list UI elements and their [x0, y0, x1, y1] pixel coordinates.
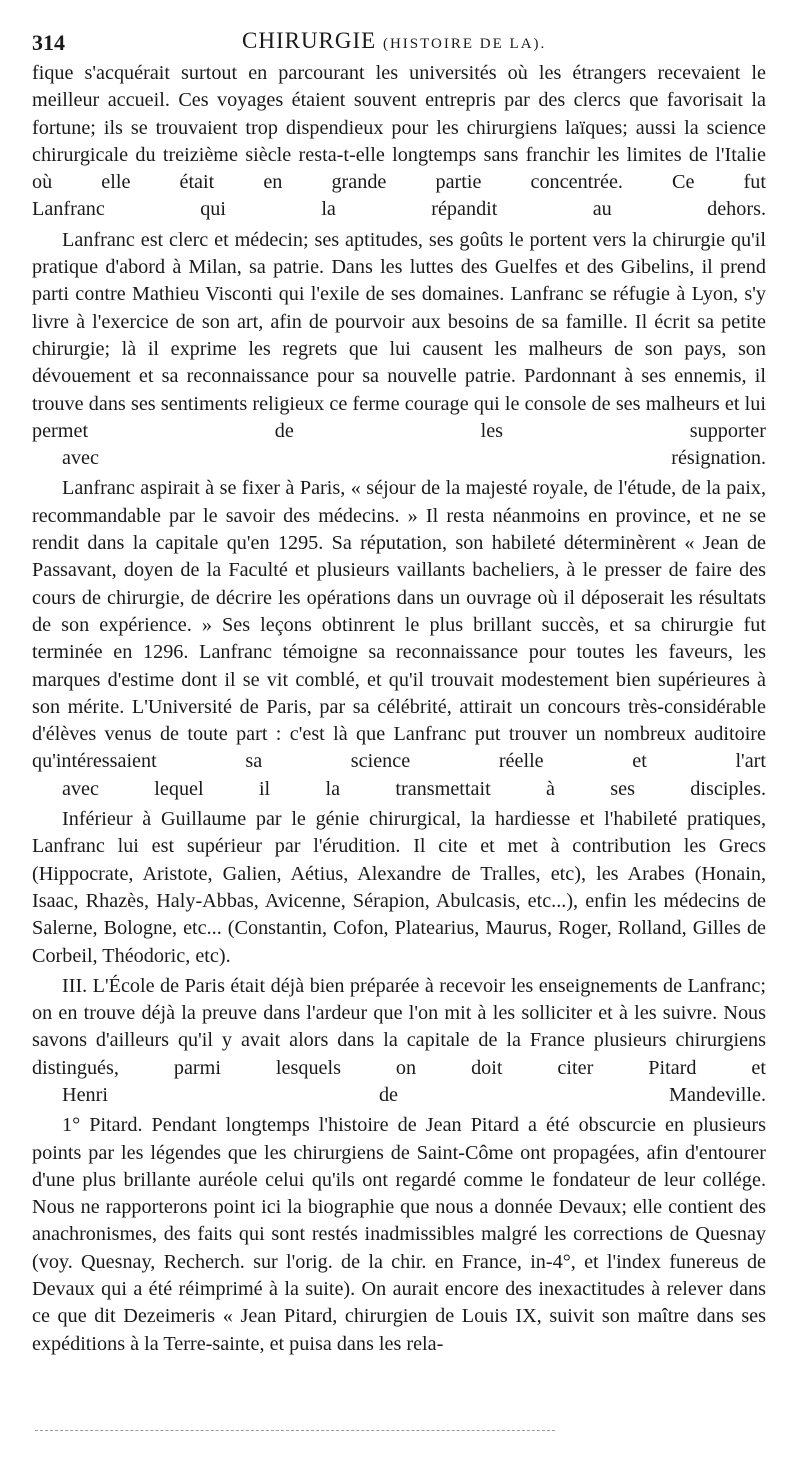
running-title: [242, 28, 546, 54]
paragraph: [32, 973, 766, 1109]
paragraph-text: Lanfranc aspirait à se fixer à Paris, « séjour de la majesté royale, de l'étude, de la paix, recommandable par le savoir des médecins. » Il resta néanmoins en province, et ne se rendit dans la capitale qu'en 1295. Sa réputation, son habileté déterminèrent « Jean de Passavant, doyen de la Faculté et plusieurs vaillants bacheliers, à le presser de faire des cours de chirurgie, de décrire les opérations dans un ouvrage où il déposerait les résultats de son expérience. » Ses leçons obtinrent le plus brillant succès, et sa chirurgie fut terminée en 1296. Lanfranc témoigne sa reconnaissance pour toutes les faveurs, les marques d'estime dont il se vit comblé, et qu'il trouvait modestement bien supérieures à son mérite. L'Université de Paris, par sa célébrité, attirait un concours très-considérable d'élèves venus de toute part : c'est là que Lanfranc put trouver un nombreux auditoire qu'intéressaient sa science réelle et l'art: [32, 477, 766, 773]
paragraph-last-line: Henri de Mandeville.: [62, 1083, 766, 1106]
paragraph: [32, 475, 766, 803]
paragraph-last-line: avec résignation.: [62, 447, 766, 470]
paragraph-last-line: avec lequel il la transmettait à ses disciples.: [62, 777, 766, 800]
paragraph-text: Inférieur à Guillaume par le génie chirurgical, la hardiesse et l'habileté pratiques, Lanfranc lui est supérieur par l'érudition. Il cite et met à contribution les Grecs (Hippocrate, Aristote, Galien, Aétius, Alexandre de Tralles, etc), les Arabes (Honain, Isaac, Rhazès, Haly-Abbas, Avicenne, Sérapion, Abulcasis, etc...), enfin les médecins de Salerne, Bologne, etc... (Constantin, Cofon, Platearius, Maurus, Roger, Rolland, Gilles de Corbeil, Théodoric, etc).: [32, 808, 766, 967]
running-header: [32, 22, 752, 62]
paragraph-text: 1° Pitard. Pendant longtemps l'histoire de Jean Pitard a été obscurcie en plusieurs points par les légendes que les chirurgiens de Saint-Côme ont propagées, afin d'entourer d'une plus brillante auréole celui qu'ils ont regardé comme le fondateur de leur collége. Nous ne rapporterons point ici la biographie que nous a donnée Devaux; elle contient des anachronismes, des faits qui sont restés inadmissibles malgré les corrections de Quesnay (voy. Quesnay, Recherch. sur l'orig. de la chir. en France, in-4°, et l'index funereus de Devaux qui a été réimprimé à la suite). On aurait encore des inexactitudes à relever dans ce que dit Dezeimeris « Jean Pitard, chirurgien de Louis IX, suivit son maître dans ses expéditions à la Terre-sainte, et puisa dans les rela-: [32, 1114, 766, 1355]
running-title-main: CHIRURGIE: [242, 28, 377, 53]
paragraph: [32, 227, 766, 473]
page-number: 314: [32, 30, 65, 55]
page-body: [32, 60, 766, 1361]
footer-rule: [35, 1430, 555, 1431]
running-title-sub: (HISTOIRE DE LA).: [382, 36, 547, 52]
paragraph: [32, 60, 766, 224]
paragraph-text: Lanfranc est clerc et médecin; ses aptitudes, ses goûts le portent vers la chirurgie qu'il pratique d'abord à Milan, sa patrie. Dans les luttes des Guelfes et des Gibelins, il prend parti contre Mathieu Visconti qui l'exile de ses domaines. Lanfranc se réfugie à Lyon, s'y livre à l'exercice de son art, afin de pourvoir aux besoins de sa famille. Il écrit sa petite chirurgie; là il exprime les regrets que lui causent les malheurs de son pays, son dévouement et sa reconnaissance pour sa nouvelle patrie. Pardonnant à ses ennemis, il trouve dans ses sentiments religieux ce ferme courage qui le console de ses malheurs et lui permet de les supporter: [32, 228, 766, 442]
paragraph-last-line: Lanfranc qui la répandit au dehors.: [32, 198, 766, 221]
paragraph: [32, 1112, 766, 1358]
paragraph-text: fique s'acquérait surtout en parcourant les universités où les étrangers recevaient le meilleur accueil. Ces voyages étaient souvent entrepris par des clercs que favorisait la fortune; ils se trouvaient trop dispendieux pour les chirurgiens laïques; aussi la science chirurgicale du treizième siècle resta-t-elle longtemps sans franchir les limites de l'Italie où elle était en grande partie concentrée. Ce fut: [32, 62, 766, 194]
paragraph: [32, 806, 766, 970]
paragraph-text: III. L'École de Paris était déjà bien préparée à recevoir les enseignements de Lanfranc; on en trouve déjà la preuve dans l'ardeur que l'on mit à les solliciter et à les suivre. Nous savons d'ailleurs qu'il y avait alors dans la capitale de la France plusieurs chirurgiens distingués, parmi lesquels on doit citer Pitard et: [32, 974, 766, 1079]
